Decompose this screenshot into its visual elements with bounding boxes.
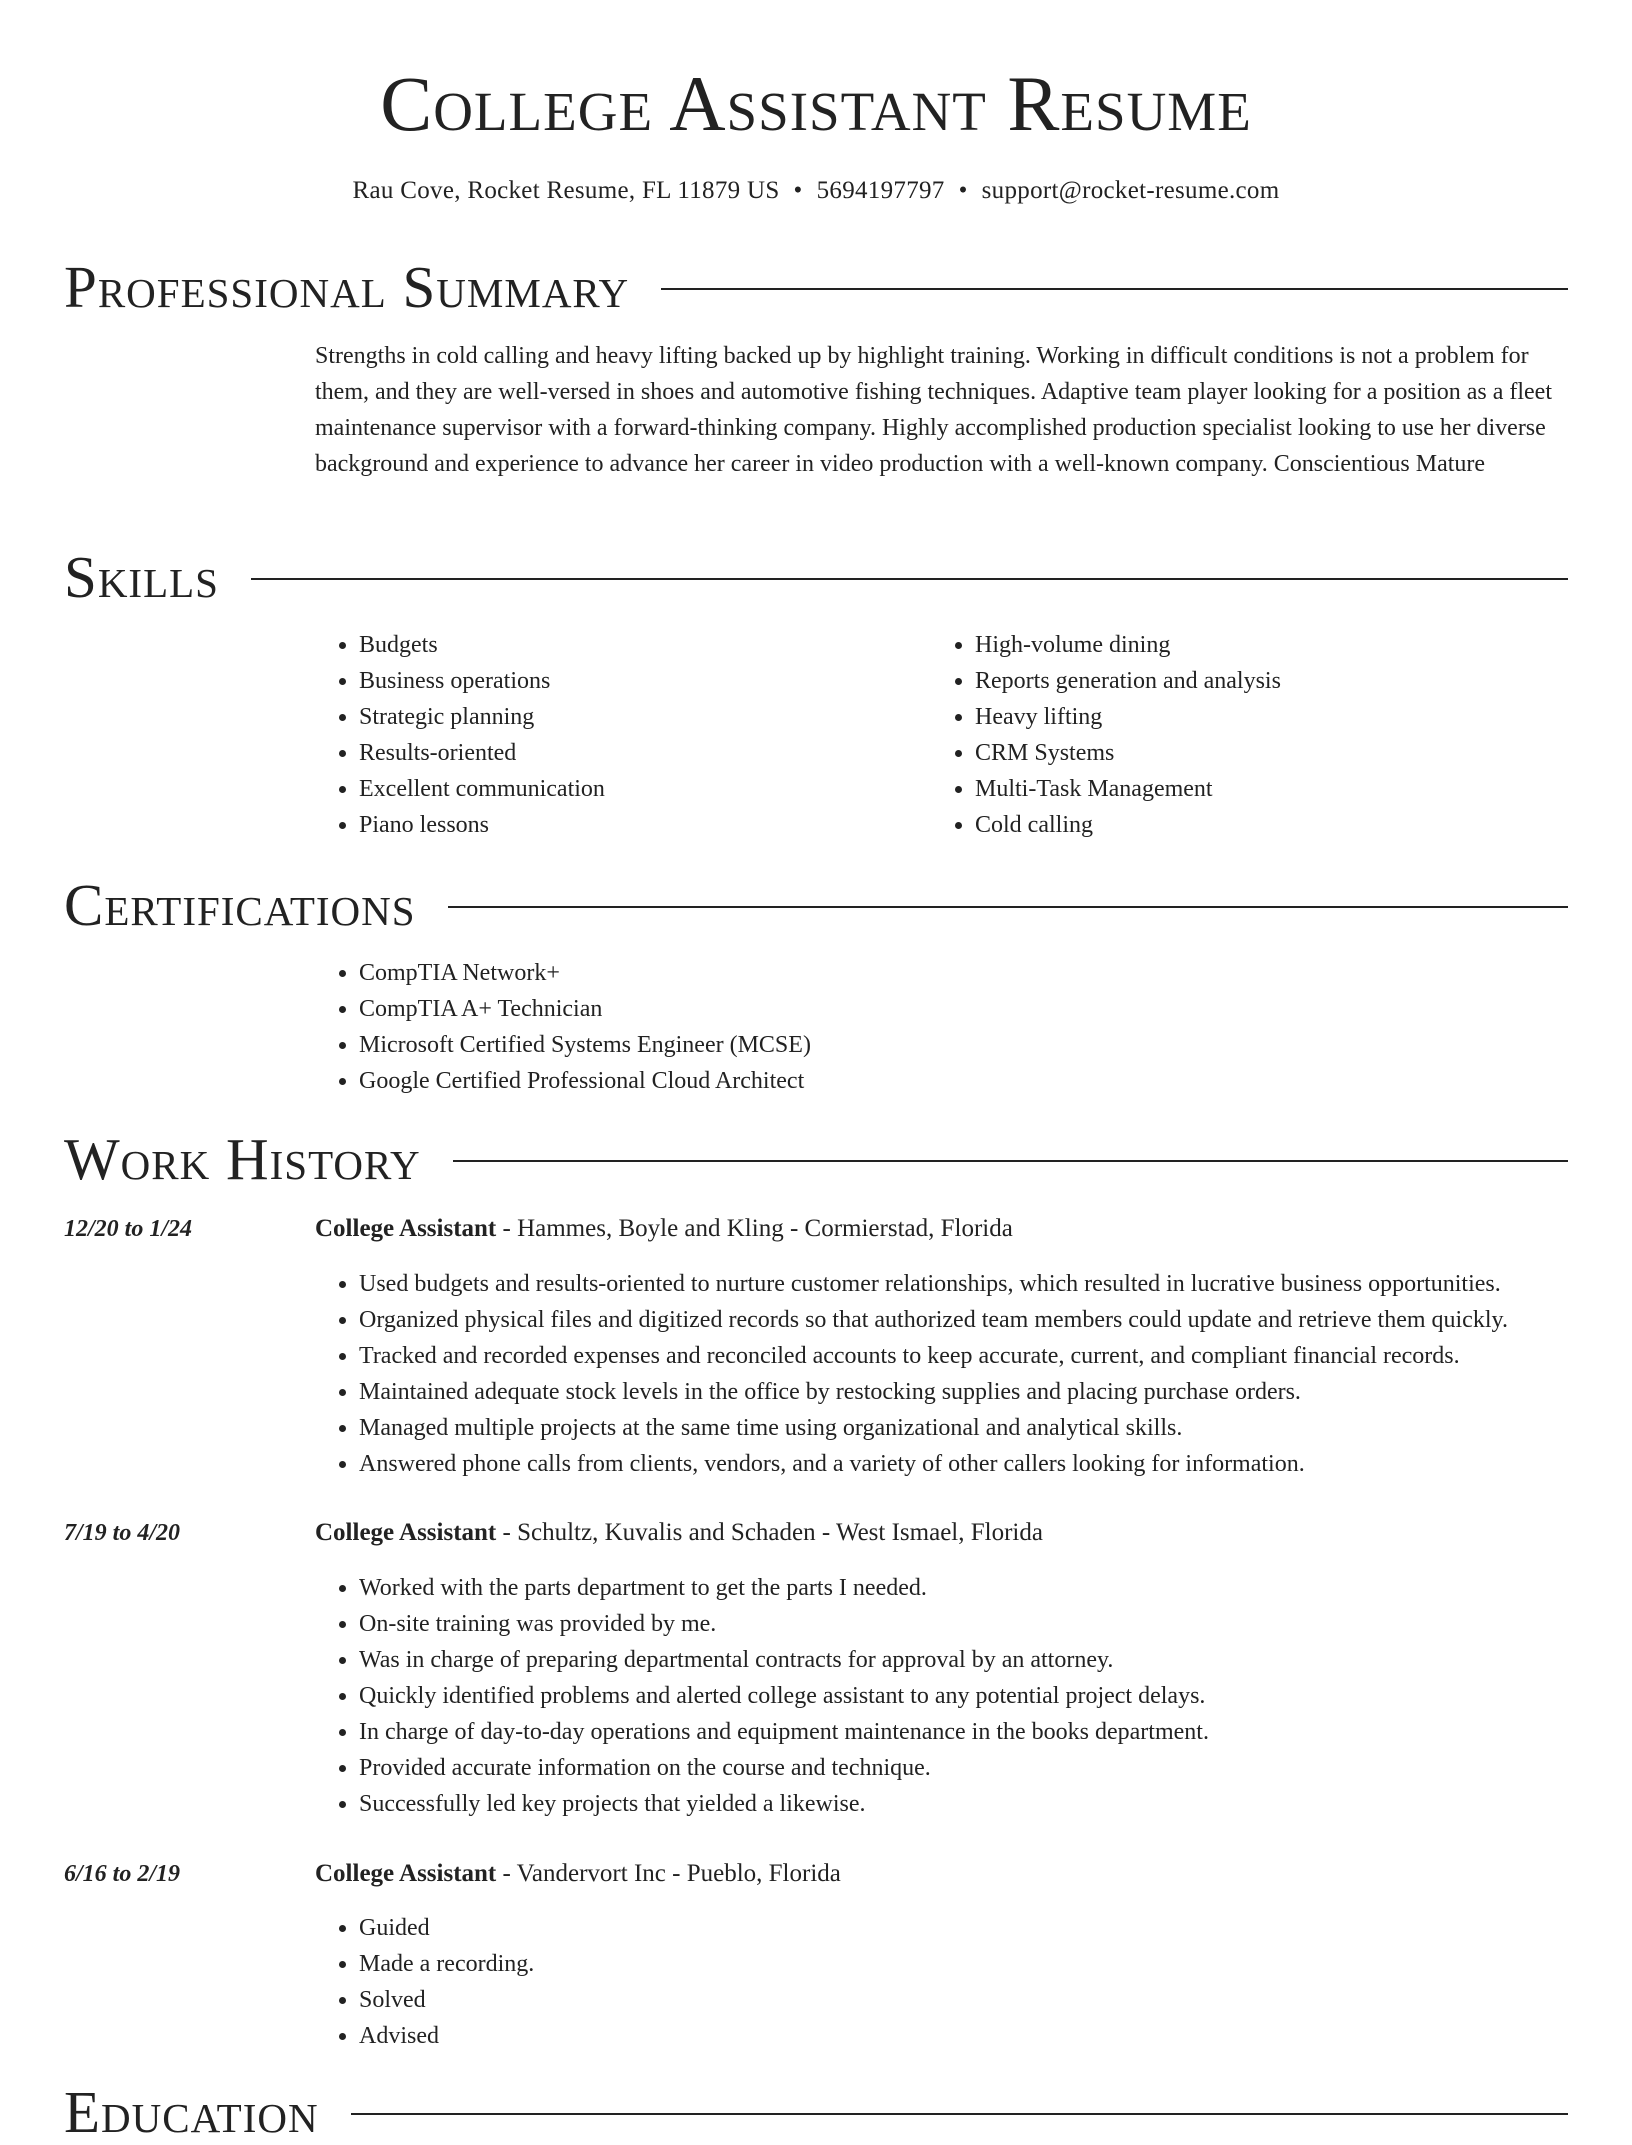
duty-item: • Was in charge of preparing departmental contracts for approval by an attorney.: [359, 1642, 1565, 1678]
skill-item: • Results-oriented: [359, 735, 915, 771]
contact-separator: •: [793, 177, 803, 204]
education-heading: Education: [64, 2079, 319, 2145]
duty-item: • Successfully led key projects that yielded a likewise.: [359, 1786, 1565, 1822]
duty-item: • Made a recording.: [359, 1946, 1565, 1982]
certifications-heading: Certifications: [64, 872, 416, 938]
duty-item: • In charge of day-to-day operations and equipment maintenance in the books department.: [359, 1714, 1565, 1750]
section-divider: [251, 578, 1568, 580]
education-section-header: [64, 2080, 1568, 2144]
section-divider: [448, 906, 1568, 908]
job-dates: 12/20 to 1/24: [64, 1216, 193, 1242]
duty-item: • Used budgets and results-oriented to nurture customer relationships, which resulted in lucrative business opportunities.: [359, 1266, 1565, 1302]
duty-item: • Managed multiple projects at the same time using organizational and analytical skills.: [359, 1410, 1565, 1446]
duty-item: • On-site training was provided by me.: [359, 1606, 1565, 1642]
duty-item: • Worked with the parts department to get the parts I needed.: [359, 1570, 1565, 1606]
job-duties: [315, 1570, 1565, 1822]
skills-column-left: [315, 627, 915, 843]
work-heading: Work History: [64, 1126, 421, 1192]
job-header: [315, 1213, 1013, 1245]
duty-item: • Quickly identified problems and alerted college assistant to any potential project delays.: [359, 1678, 1565, 1714]
contact-phone: 5694197797: [816, 177, 945, 204]
duty-item: • Organized physical files and digitized records so that authorized team members could update and retrieve them quickly.: [359, 1302, 1565, 1338]
job-details: - Hammes, Boyle and Kling - Cormierstad, Florida: [496, 1215, 1013, 1242]
section-divider: [453, 1160, 1568, 1162]
duty-item: • Tracked and recorded expenses and reconciled accounts to keep accurate, current, and compliant financial records.: [359, 1338, 1565, 1374]
skills-section-header: [64, 545, 1568, 609]
duty-item: • Maintained adequate stock levels in the office by restocking supplies and placing purchase orders.: [359, 1374, 1565, 1410]
certification-item: • CompTIA A+ Technician: [359, 991, 1515, 1027]
skill-item: • Strategic planning: [359, 699, 915, 735]
summary-section-header: [64, 255, 1568, 319]
skill-item: • Business operations: [359, 663, 915, 699]
skill-item: • Cold calling: [975, 807, 1551, 843]
duty-item: • Answered phone calls from clients, vendors, and a variety of other callers looking for information.: [359, 1446, 1565, 1482]
job-dates: 6/16 to 2/19: [64, 1861, 181, 1887]
section-divider: [661, 288, 1568, 290]
certification-item: • Google Certified Professional Cloud Architect: [359, 1063, 1515, 1099]
skill-item: • CRM Systems: [975, 735, 1551, 771]
duty-item: • Provided accurate information on the course and technique.: [359, 1750, 1565, 1786]
skill-item: • Reports generation and analysis: [975, 663, 1551, 699]
skill-item: • Excellent communication: [359, 771, 915, 807]
skill-item: • Multi-Task Management: [975, 771, 1551, 807]
section-divider: [351, 2113, 1568, 2115]
certification-item: • CompTIA Network+: [359, 955, 1515, 991]
skill-item: • Heavy lifting: [975, 699, 1551, 735]
contact-address: Rau Cove, Rocket Resume, FL 11879 US: [352, 177, 780, 204]
duty-item: • Guided: [359, 1910, 1565, 1946]
skill-item: • High-volume dining: [975, 627, 1551, 663]
resume-title: College Assistant Resume: [380, 60, 1252, 147]
contact-separator: •: [958, 177, 968, 204]
summary-text: Strengths in cold calling and heavy lifting backed up by highlight training. Working in difficult conditions is not a problem for them, and they are well-versed in shoes and automotive fishing techniques. Adaptive team player looking for a position as a fleet maintenance supervisor with a forward-thinking company. Highly accomplished production specialist looking to use her diverse background and experience to advance her career in video production with a well-known company. Conscientious Mature: [315, 343, 1552, 477]
job-duties: [315, 1266, 1565, 1482]
job-title: College Assistant: [315, 1215, 497, 1242]
contact-email: support@rocket-resume.com: [981, 177, 1280, 204]
skill-item: • Piano lessons: [359, 807, 915, 843]
job-details: - Vandervort Inc - Pueblo, Florida: [496, 1860, 841, 1887]
job-title: College Assistant: [315, 1519, 497, 1546]
skill-item: • Budgets: [359, 627, 915, 663]
duty-item: • Solved: [359, 1982, 1565, 2018]
skills-heading: Skills: [64, 544, 219, 610]
job-title: College Assistant: [315, 1860, 497, 1887]
certification-item: • Microsoft Certified Systems Engineer (MCSE): [359, 1027, 1515, 1063]
job-dates: 7/19 to 4/20: [64, 1520, 181, 1546]
skills-column-right: [931, 627, 1551, 843]
certifications-list: [315, 955, 1515, 1099]
certifications-section-header: [64, 873, 1568, 937]
job-header: [315, 1858, 841, 1890]
job-details: - Schultz, Kuvalis and Schaden - West Ismael, Florida: [496, 1519, 1043, 1546]
summary-heading: Professional Summary: [64, 254, 630, 320]
work-section-header: [64, 1127, 1568, 1191]
job-header: [315, 1517, 1043, 1549]
job-duties: [315, 1910, 1565, 2054]
duty-item: • Advised: [359, 2018, 1565, 2054]
contact-line: [0, 175, 1632, 207]
